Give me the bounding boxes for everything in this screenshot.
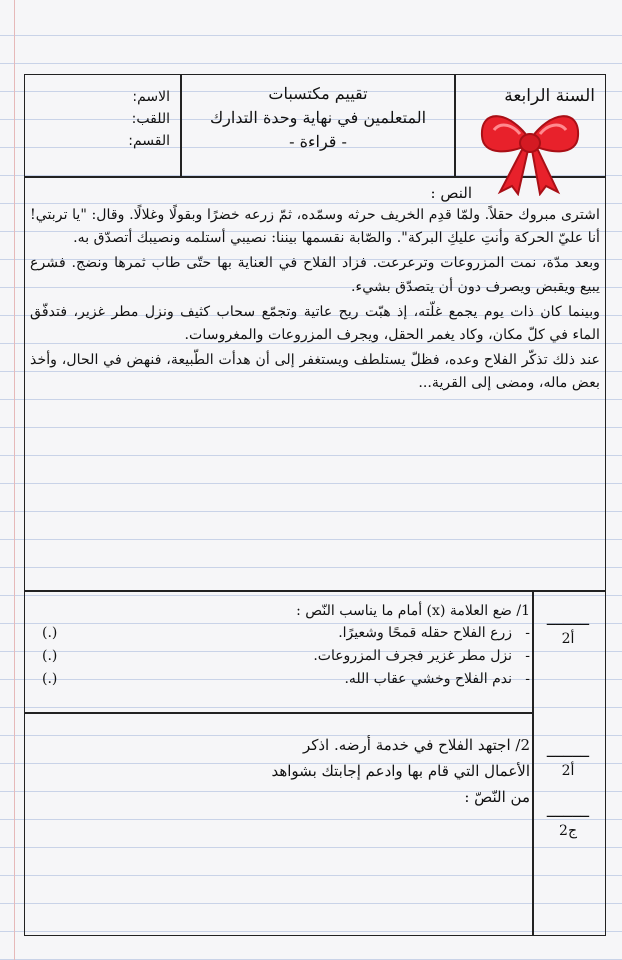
title-cell [182,82,454,172]
question-2-grade [534,744,602,780]
question-1 [30,600,530,691]
title-line-2: المتعلمين في نهاية وحدة التدارك [209,108,427,127]
grade-mark: أ2 [561,631,575,647]
ribbon-bow-icon [470,100,590,196]
text-heading: النص : [430,184,472,202]
title-line-1: تقييم مكتسبات [268,84,368,103]
question-2-line-1: 2/ اجتهد الفلاح في خدمة أرضه. اذكر [302,736,530,754]
title-line-3: - قراءة - [289,132,347,151]
text-paragraph: وبعد مدّة، نمت المزروعات وترعرعت. فزاد الفلاح في العناية بها حتّى طاب ثمرها ونضج. فشرع يبيع ويقبض ويصرف دون أن يتصدّق بشيء. [30,255,600,295]
grade-line: ـــــ [546,745,590,761]
student-class-label: القسم: [128,133,170,149]
choice-text: نزل مطر غزير فجرف المزروعات. [313,648,512,664]
choice-checkbox[interactable]: (.) [42,671,58,687]
student-info-cell [30,86,178,172]
text-paragraph: وبينما كان ذات يوم يجمع غلّته، إذ هبّت ريح عاتية وتجمّع سحاب كثيف ونزل مطر غزير، فتدفّق الماء في كلّ مكان، وكاد يغمر الحقل، ويجرف المزروعات والمغروسات. [30,303,600,344]
margin-line [14,0,15,960]
choice-checkbox[interactable]: (.) [42,648,58,664]
choice-checkbox[interactable]: (.) [42,625,58,641]
year-label: السنة الرابعة [504,86,595,106]
grade-line: ـــــ [546,805,590,821]
grade-mark: ج2 [559,823,577,839]
question-1-grade [534,612,602,648]
choice-text: زرع الفلاح حقله قمحًا وشعيرًا. [338,625,512,641]
reading-text [30,204,600,396]
question-1-stem: 1/ ضع العلامة (x) أمام ما يناسب النّص : [296,603,530,619]
question-2 [30,732,530,810]
question-1-choice: - نزل مطر غزير فجرف المزروعات. (.) [30,645,530,668]
choice-text: ندم الفلاح وخشي عقاب الله. [344,671,512,687]
question-divider [24,712,532,714]
text-paragraph: عند ذلك تذكّر الفلاح وعده، فظلّ يستلطف ويستغفر إلى أن هدأت الطّبيعة، فنهض في الحال، وأخذ بعض ماله، ومضى إلى القرية... [30,352,600,392]
question-2-grade-secondary [534,804,602,840]
text-questions-divider [24,590,606,592]
student-surname-label: اللقب: [131,111,170,127]
grade-line: ـــــ [546,613,590,629]
question-1-choice: - زرع الفلاح حقله قمحًا وشعيرًا. (.) [30,622,530,645]
student-name-label: الاسم: [132,89,170,105]
question-2-line-3: من النّصّ : [464,788,530,806]
grade-mark: أ2 [561,763,575,779]
question-1-choice: - ندم الفلاح وخشي عقاب الله. (.) [30,668,530,691]
question-2-line-2: الأعمال التي قام بها وادعم إجابتك بشواهد [271,762,530,780]
text-paragraph: اشترى مبروك حقلاً. ولمّا قدِم الخريف حرثه وسمّده، ثمّ زرعه خضرًا وبقولًا وغلالًا. وقال: "يا تربتي! أنا عليّ الحركة وأنتِ عليكِ البركة". والصّابة نقسمها بيننا: نصيبي أستلمه ونصيبك أتصدّق به. [30,207,600,247]
